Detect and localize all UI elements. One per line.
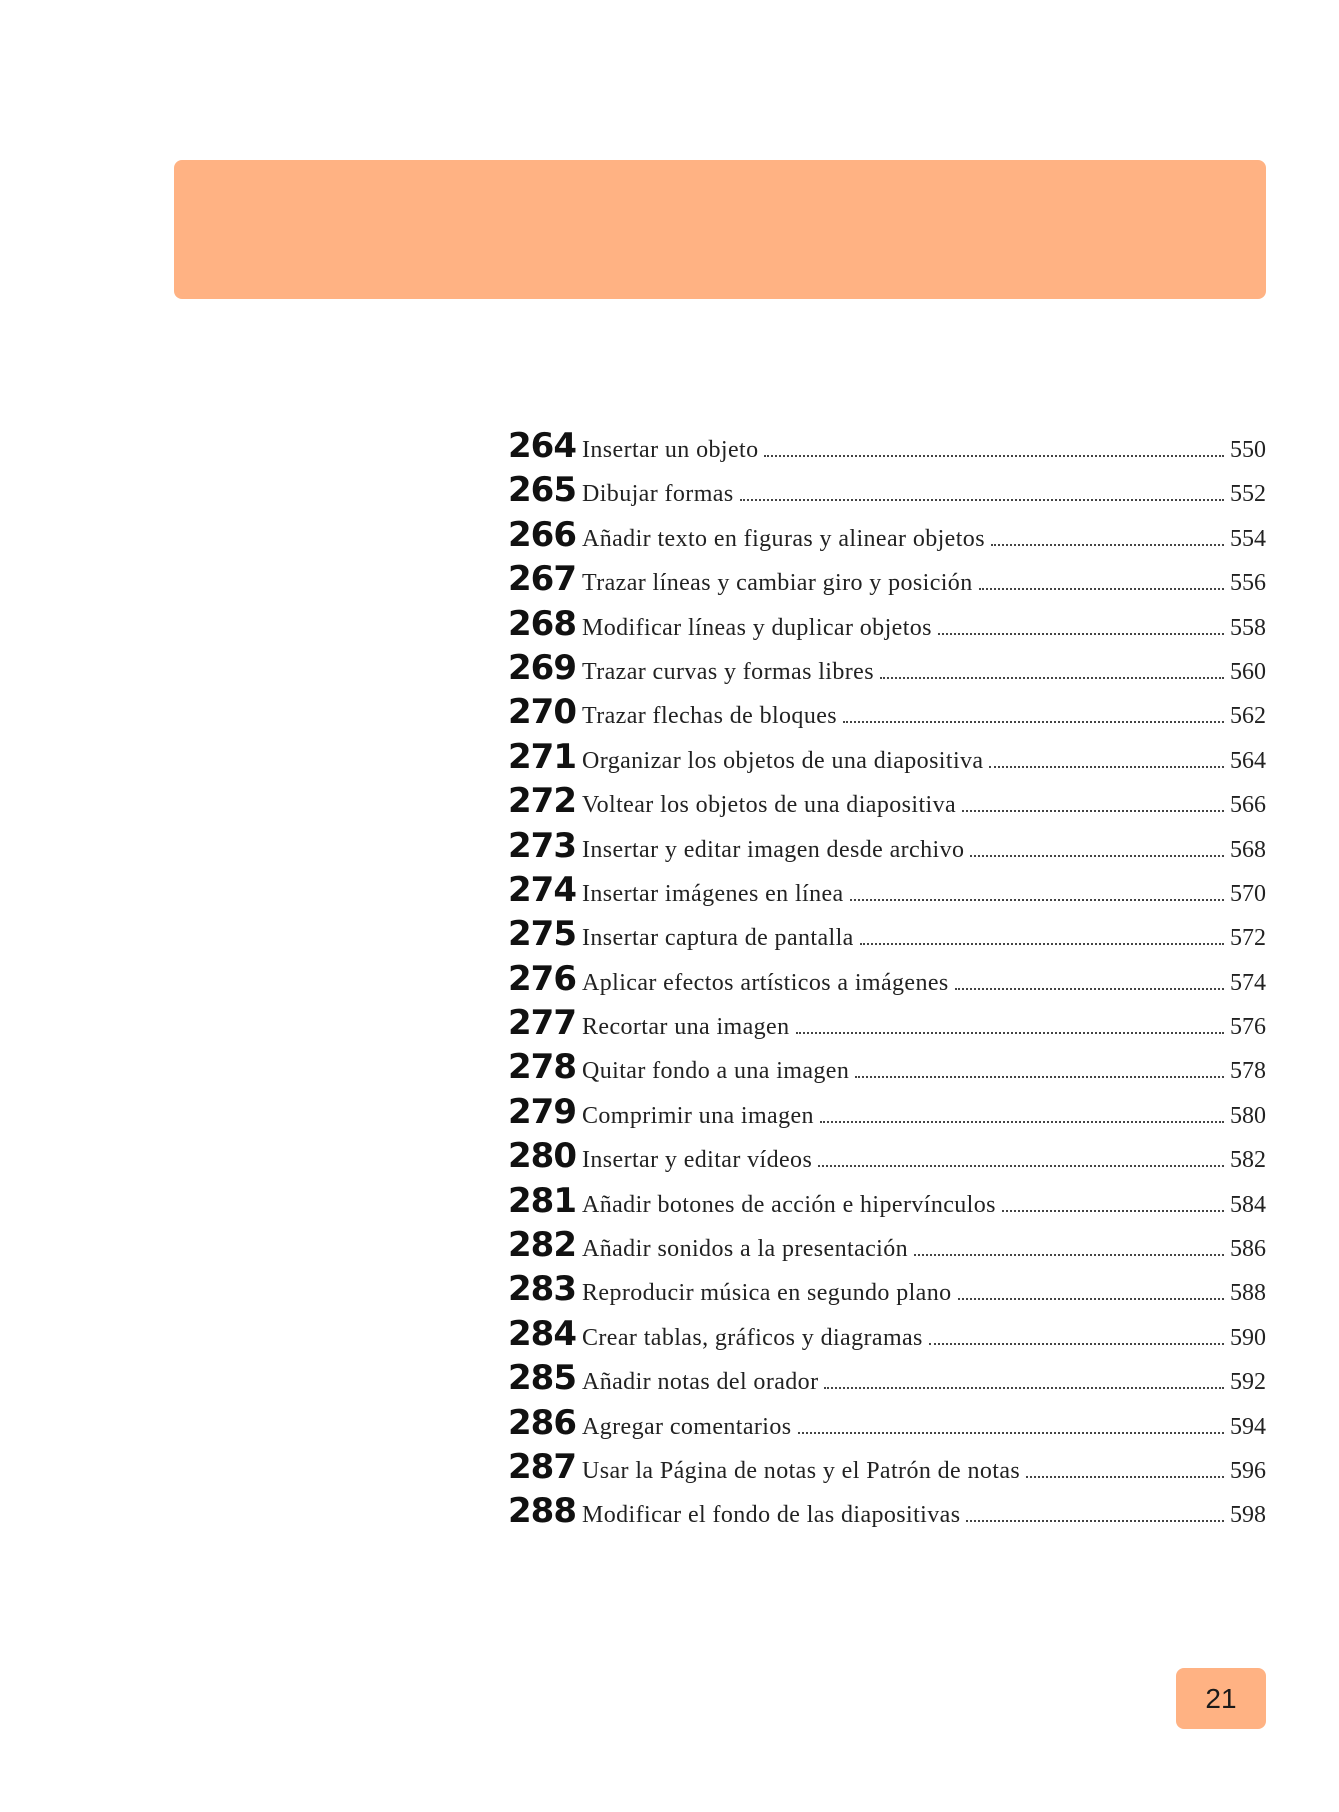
- toc-entry-page: 598: [1230, 1502, 1266, 1529]
- toc-entry[interactable]: [508, 1092, 1266, 1136]
- dot-leader: [979, 588, 1224, 590]
- toc-entry-title: Agregar comentarios: [582, 1413, 792, 1440]
- toc-entry[interactable]: [508, 470, 1266, 514]
- dot-leader: [843, 721, 1224, 723]
- toc-entry-number: 279: [508, 1091, 576, 1132]
- toc-entry-title: Modificar líneas y duplicar objetos: [582, 614, 932, 641]
- toc-entry-title: Usar la Página de notas y el Patrón de notas: [582, 1457, 1021, 1484]
- toc-entry-number: 264: [508, 426, 576, 466]
- toc-entry-title: Añadir notas del orador: [582, 1369, 819, 1396]
- toc-entry-page: 566: [1230, 792, 1266, 819]
- toc-entry-title: Insertar imágenes en línea: [582, 880, 844, 907]
- toc-entry-number: 276: [508, 958, 576, 999]
- dot-leader: [966, 1520, 1224, 1522]
- dot-leader: [740, 499, 1224, 501]
- toc-entry-number: 275: [508, 914, 576, 955]
- toc-entry-title: Insertar captura de pantalla: [582, 925, 854, 952]
- toc-entry-title: Añadir sonidos a la presentación: [582, 1236, 909, 1263]
- toc-entry-title: Insertar y editar imagen desde archivo: [582, 836, 965, 863]
- toc-entry-title: Crear tablas, gráficos y diagramas: [582, 1324, 923, 1351]
- dot-leader: [850, 899, 1224, 901]
- toc-entry[interactable]: [508, 914, 1266, 958]
- toc-entry-title: Comprimir una imagen: [582, 1102, 814, 1129]
- toc-entry-number: 287: [508, 1446, 576, 1487]
- dot-leader: [938, 633, 1224, 635]
- toc-entry-page: 586: [1230, 1236, 1266, 1263]
- dot-leader: [880, 677, 1224, 679]
- toc-entry[interactable]: [508, 1269, 1266, 1313]
- toc-entry-page: 582: [1230, 1147, 1266, 1174]
- toc-entry-number: 268: [508, 603, 576, 644]
- dot-leader: [989, 766, 1224, 768]
- toc-entry[interactable]: [508, 604, 1266, 648]
- toc-entry[interactable]: [508, 959, 1266, 1003]
- toc-entry-page: 550: [1230, 437, 1266, 463]
- page-number-badge: [1176, 1668, 1266, 1729]
- toc-entry-title: Añadir botones de acción e hipervínculos: [582, 1191, 996, 1218]
- toc-entry-page: 590: [1230, 1324, 1266, 1351]
- dot-leader: [962, 810, 1224, 812]
- toc-entry[interactable]: [508, 1358, 1266, 1402]
- toc-entry-page: 578: [1230, 1058, 1266, 1085]
- header-band: [174, 160, 1266, 299]
- toc-entry-page: 588: [1230, 1280, 1266, 1307]
- toc-entry-number: 278: [508, 1047, 576, 1088]
- dot-leader: [955, 988, 1224, 990]
- toc-entry-page: 580: [1230, 1102, 1266, 1129]
- toc-entry[interactable]: [508, 1047, 1266, 1091]
- toc-entry-page: 564: [1230, 747, 1266, 774]
- toc-entry-title: Añadir texto en figuras y alinear objetos: [582, 525, 985, 552]
- toc-entry-title: Recortar una imagen: [582, 1014, 790, 1041]
- toc-entry-number: 266: [508, 514, 576, 555]
- toc-entry[interactable]: [508, 692, 1266, 736]
- toc-entry-number: 269: [508, 647, 576, 688]
- toc-entry-page: 560: [1230, 658, 1266, 685]
- toc-entry-number: 265: [508, 470, 576, 511]
- dot-leader: [929, 1343, 1224, 1345]
- dot-leader: [855, 1076, 1224, 1078]
- toc-entry[interactable]: [508, 1403, 1266, 1447]
- toc-entry-page: 570: [1230, 880, 1266, 907]
- toc-entry-number: 284: [508, 1313, 576, 1354]
- dot-leader: [798, 1432, 1224, 1434]
- toc-entry[interactable]: [508, 426, 1266, 470]
- dot-leader: [860, 943, 1224, 945]
- dot-leader: [991, 544, 1224, 546]
- dot-leader: [764, 455, 1224, 457]
- toc-entry[interactable]: [508, 559, 1266, 603]
- toc-entry-page: 556: [1230, 570, 1266, 597]
- toc-entry[interactable]: [508, 826, 1266, 870]
- toc-entry-title: Trazar líneas y cambiar giro y posición: [582, 570, 973, 597]
- toc-entry-title: Trazar curvas y formas libres: [582, 658, 874, 685]
- toc-entry-page: 552: [1230, 481, 1266, 508]
- toc-entry-title: Aplicar efectos artísticos a imágenes: [582, 969, 949, 996]
- dot-leader: [824, 1387, 1224, 1389]
- toc-entry-page: 596: [1230, 1457, 1266, 1484]
- toc-entry-title: Reproducir música en segundo plano: [582, 1280, 952, 1307]
- toc-entry-page: 558: [1230, 614, 1266, 641]
- toc-entry-number: 288: [508, 1491, 576, 1532]
- toc-entry[interactable]: [508, 1447, 1266, 1491]
- table-of-contents: [508, 426, 1266, 1536]
- toc-entry[interactable]: [508, 648, 1266, 692]
- toc-entry-page: 576: [1230, 1014, 1266, 1041]
- toc-entry-number: 281: [508, 1180, 576, 1221]
- toc-entry-number: 280: [508, 1136, 576, 1177]
- toc-entry-page: 574: [1230, 969, 1266, 996]
- page-number: 21: [1205, 1682, 1237, 1714]
- toc-entry-title: Organizar los objetos de una diapositiva: [582, 747, 984, 774]
- toc-entry-page: 584: [1230, 1191, 1266, 1218]
- toc-entry-page: 592: [1230, 1369, 1266, 1396]
- toc-entry[interactable]: [508, 1225, 1266, 1269]
- dot-leader: [818, 1165, 1224, 1167]
- toc-entry-page: 554: [1230, 525, 1266, 552]
- dot-leader: [1026, 1476, 1224, 1478]
- toc-entry-title: Trazar flechas de bloques: [582, 703, 838, 730]
- toc-entry[interactable]: [508, 1003, 1266, 1047]
- toc-entry[interactable]: [508, 1181, 1266, 1225]
- toc-entry-title: Insertar un objeto: [582, 437, 759, 463]
- toc-entry[interactable]: [508, 737, 1266, 781]
- toc-entry-page: 594: [1230, 1413, 1266, 1440]
- toc-entry-number: 273: [508, 825, 576, 866]
- dot-leader: [914, 1254, 1224, 1256]
- toc-entry-title: Insertar y editar vídeos: [582, 1147, 813, 1174]
- toc-entry-number: 286: [508, 1402, 576, 1443]
- toc-entry-number: 285: [508, 1358, 576, 1399]
- toc-entry-title: Dibujar formas: [582, 481, 734, 508]
- toc-entry-number: 271: [508, 736, 576, 777]
- toc-entry[interactable]: [508, 1491, 1266, 1535]
- toc-entry[interactable]: [508, 870, 1266, 914]
- toc-entry-title: Voltear los objetos de una diapositiva: [582, 792, 957, 819]
- toc-entry-number: 282: [508, 1225, 576, 1266]
- toc-entry[interactable]: [508, 781, 1266, 825]
- toc-entry-number: 277: [508, 1003, 576, 1044]
- dot-leader: [970, 855, 1224, 857]
- toc-entry[interactable]: [508, 515, 1266, 559]
- toc-entry-title: Modificar el fondo de las diapositivas: [582, 1502, 961, 1529]
- toc-entry-number: 270: [508, 692, 576, 733]
- toc-entry-title: Quitar fondo a una imagen: [582, 1058, 850, 1085]
- toc-entry[interactable]: [508, 1136, 1266, 1180]
- toc-entry-number: 272: [508, 781, 576, 822]
- dot-leader: [1002, 1210, 1224, 1212]
- toc-entry-number: 283: [508, 1269, 576, 1310]
- toc-entry-page: 572: [1230, 925, 1266, 952]
- toc-entry-page: 562: [1230, 703, 1266, 730]
- dot-leader: [820, 1121, 1224, 1123]
- toc-entry-page: 568: [1230, 836, 1266, 863]
- toc-entry-number: 274: [508, 869, 576, 910]
- toc-entry[interactable]: [508, 1314, 1266, 1358]
- dot-leader: [796, 1032, 1224, 1034]
- dot-leader: [958, 1298, 1224, 1300]
- toc-entry-number: 267: [508, 559, 576, 600]
